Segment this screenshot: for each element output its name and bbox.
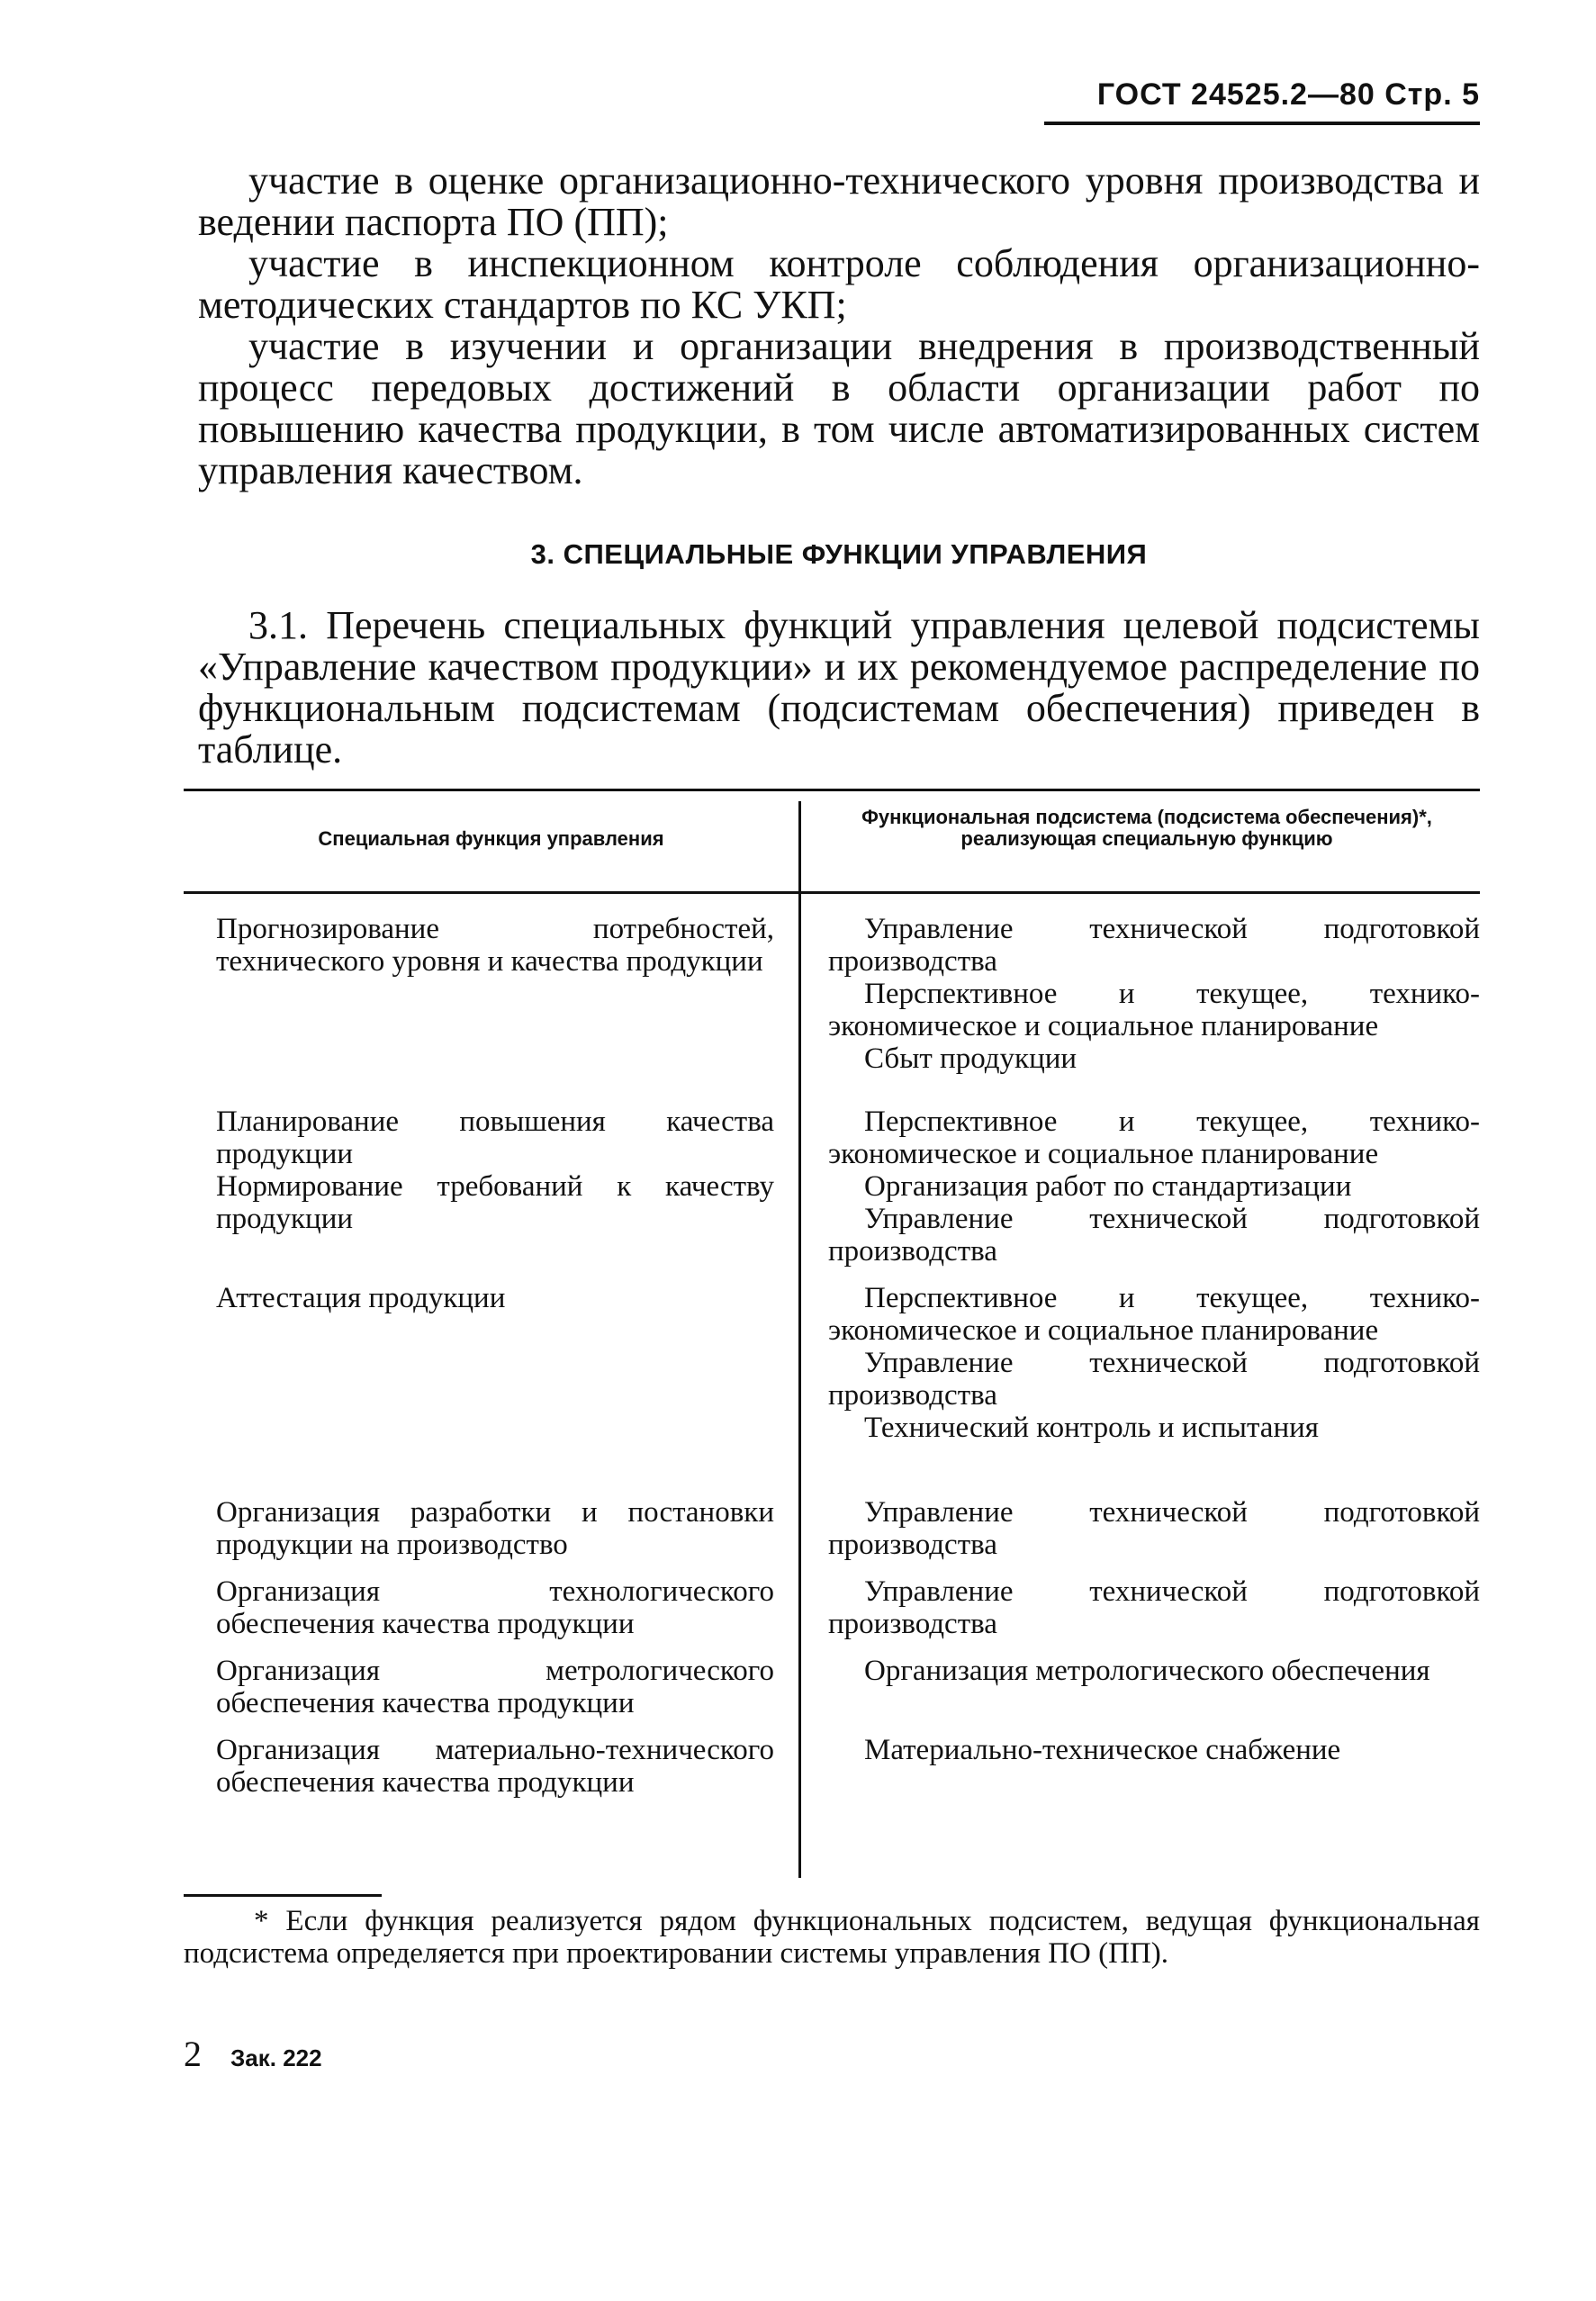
subsystem-item: Перспективное и текущее, технико-экономическое и социальное планирование [828,978,1480,1042]
table-header-rule [184,891,1480,894]
subsystem-item: Управление технической подготовкой производства [828,1203,1480,1268]
page-header: ГОСТ 24525.2—80 Стр. 5 [1044,77,1480,125]
order-number: Зак. 222 [230,2044,322,2071]
paragraph-3-1: 3.1. Перечень специальных функций управления целевой подсистемы «Управление качеством продукции» и их рекомендуемое распределение по функциональным подсистемам (подсистемам обеспечения) приведен в таблице. [198,603,1480,772]
intro-paragraph: участие в изучении и организации внедрения в производственный процесс передовых достижений в области организации работ по повышению качества продукции, в том числе автоматизированных систем управления качеством. [198,324,1480,492]
subsystem-item: Материально-техническое снабжение [864,1734,1341,1766]
table-cell-subsystems [828,1575,1480,1640]
footnote-rule [184,1894,382,1897]
table-cell-function: Планирование повышения качества продукции [216,1105,774,1170]
subsystem-item: Организация метрологического обеспечения [864,1655,1430,1687]
functions-table [184,789,1480,1883]
table-top-rule [184,789,1480,791]
table-cell-subsystems [828,1655,1480,1687]
table-cell-subsystems [828,913,1480,1075]
intro-paragraph: участие в оценке организационно-технического уровня производства и ведении паспорта ПО (ПП); [198,158,1480,244]
intro-paragraph: участие в инспекционном контроле соблюдения организационно-методических стандартов по КС УКП; [198,241,1480,327]
table-cell-subsystems [828,1734,1480,1766]
table-cell-function: Прогнозирование потребностей, технического уровня и качества продукции [216,913,774,978]
table-cell-subsystems [828,1105,1480,1170]
subsystem-item: Управление технической подготовкой производства [828,913,1480,978]
subsystem-item: Перспективное и текущее, технико-экономическое и социальное планирование [828,1282,1480,1347]
table-cell-subsystems [828,1282,1480,1444]
section-title: 3. СПЕЦИАЛЬНЫЕ ФУНКЦИИ УПРАВЛЕНИЯ [530,538,1148,570]
table-header-function: Специальная функция управления [318,827,664,850]
subsystem-item: Управление технической подготовкой производства [828,1496,1480,1561]
table-header-subsystem: Функциональная подсистема (подсистема обеспечения)*, реализующая специальную функцию [861,806,1432,850]
subsystem-item: Перспективное и текущее, технико-экономическое и социальное планирование [828,1105,1480,1170]
table-cell-function: Нормирование требований к качеству продукции [216,1170,774,1235]
subsystem-item: Организация работ по стандартизации [864,1170,1352,1203]
table-column-divider [798,801,801,1878]
table-cell-function: Организация метрологического обеспечения качества продукции [216,1655,774,1719]
subsystem-item: Сбыт продукции [864,1042,1078,1075]
table-cell-subsystems [828,1496,1480,1561]
table-cell-function: Организация технологического обеспечения качества продукции [216,1575,774,1640]
subsystem-item: Управление технической подготовкой производства [828,1575,1480,1640]
table-cell-function: Организация материально-технического обеспечения качества продукции [216,1734,774,1799]
subsystem-item: Технический контроль и испытания [864,1412,1319,1444]
signature-mark: 2 [184,2034,202,2074]
table-cell-function: Аттестация продукции [216,1282,506,1314]
table-cell-subsystems [828,1170,1480,1268]
intro-text [198,160,1480,492]
table-cell-function: Организация разработки и постановки продукции на производство [216,1496,774,1561]
page-footer [184,2033,322,2075]
subsystem-item: Управление технической подготовкой производства [828,1347,1480,1412]
footnote: * Если функция реализуется рядом функциональных подсистем, ведущая функциональная подсистема определяется при проектировании системы управления ПО (ПП). [184,1905,1480,1970]
